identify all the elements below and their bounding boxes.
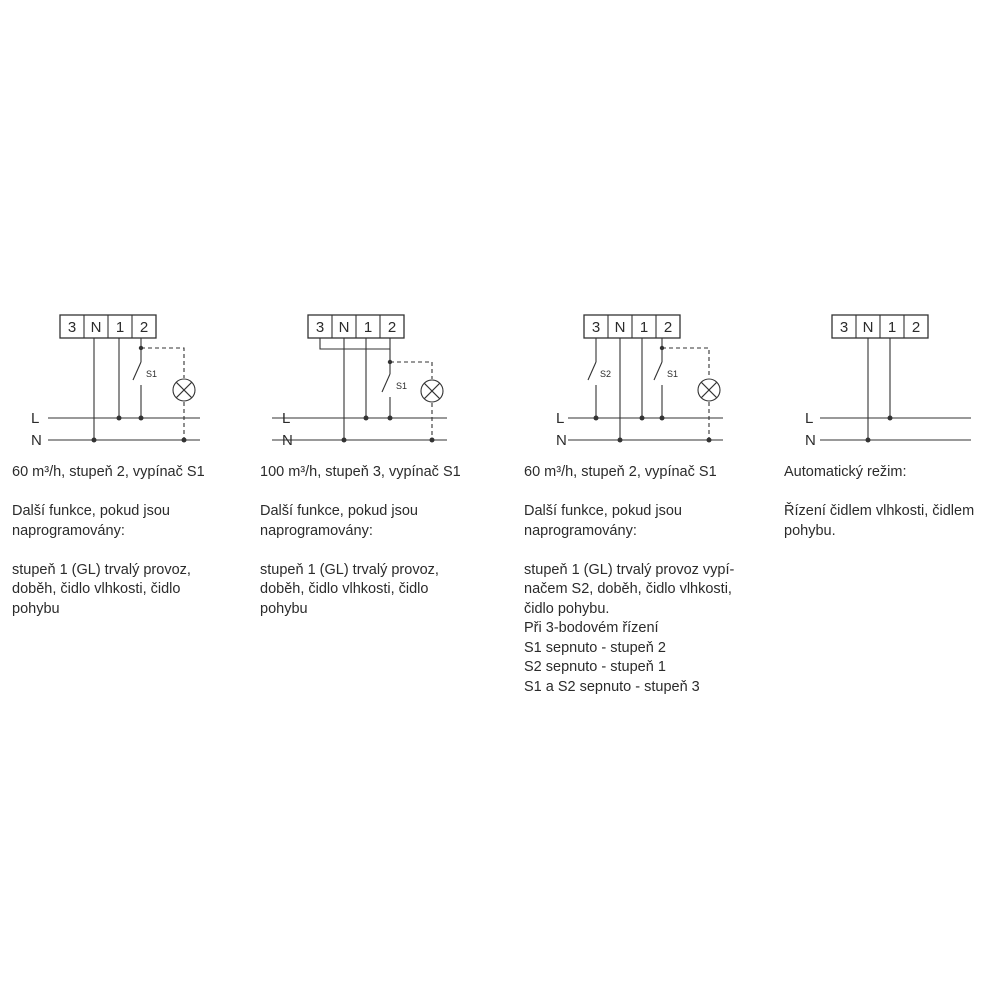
caption-line: Další funkce, pokud jsou [260, 503, 418, 519]
diagram-2-caption [260, 463, 461, 619]
caption-line: naprogramovány: [12, 522, 125, 539]
rail-label-l: L [282, 410, 291, 427]
switch-label-s1: S1 [396, 381, 408, 391]
terminal-label: N [338, 319, 350, 336]
caption-line: stupeň 1 (GL) trvalý provoz vypí- [524, 561, 735, 578]
caption-line: pohybu. [784, 522, 836, 539]
caption-line: stupeň 1 (GL) trvalý provoz, [12, 561, 191, 578]
terminal-label: N [862, 319, 874, 336]
rail-label-l: L [31, 410, 40, 427]
rail-label-n: N [805, 432, 816, 449]
switch-label-s2: S2 [600, 369, 612, 379]
caption-line: S2 sepnuto - stupeň 1 [524, 659, 666, 675]
caption-title: Automatický režim: [784, 464, 907, 480]
caption-line: naprogramovány: [260, 522, 373, 539]
rail-label-n: N [556, 432, 567, 449]
diagram-3-caption [524, 463, 734, 697]
caption-title: 60 m³/h, stupeň 2, vypínač S1 [12, 464, 205, 480]
terminal-label: 2 [387, 319, 397, 336]
switch-s1 [133, 362, 141, 380]
caption-line: Další funkce, pokud jsou [524, 503, 682, 519]
lamp-icon [173, 379, 195, 401]
terminal-label: 1 [887, 319, 897, 336]
caption-line: doběh, čidlo vlhkosti, čidlo [12, 581, 181, 597]
terminal-label: N [90, 319, 102, 336]
caption-line: doběh, čidlo vlhkosti, čidlo [260, 581, 429, 597]
diagram-2-wiring [272, 315, 447, 440]
caption-line: Při 3-bodovém řízení [524, 620, 659, 636]
diagram-4-caption [784, 463, 974, 541]
switch-s1 [382, 374, 390, 392]
switch-s1 [654, 362, 662, 380]
terminal-label: 1 [639, 319, 649, 336]
rail-label-n: N [282, 432, 293, 449]
switch-label-s1: S1 [667, 369, 679, 379]
caption-title: 100 m³/h, stupeň 3, vypínač S1 [260, 464, 461, 480]
caption-line: stupeň 1 (GL) trvalý provoz, [260, 561, 439, 578]
caption-line: naprogramovány: [524, 522, 637, 539]
caption-line: pohybu [12, 600, 60, 617]
caption-line: pohybu [260, 600, 308, 617]
diagram-1-caption [12, 463, 205, 619]
caption-line: načem S2, doběh, čidlo vlhkosti, [524, 581, 732, 597]
terminal-label: 1 [363, 319, 373, 336]
caption-line: S1 a S2 sepnuto - stupeň 3 [524, 678, 700, 695]
terminal-label: N [614, 319, 626, 336]
caption-line: Řízení čidlem vlhkosti, čidlem [784, 503, 975, 519]
terminal-label: 3 [315, 319, 325, 336]
caption-title: 60 m³/h, stupeň 2, vypínač S1 [524, 464, 717, 480]
junction-dots [92, 346, 893, 443]
terminal-label: 3 [67, 319, 77, 336]
terminal-label: 3 [839, 319, 849, 336]
caption-line: čidlo pohybu. [524, 600, 610, 617]
terminal-label: 2 [663, 319, 673, 336]
switch-label-s1: S1 [146, 369, 158, 379]
rail-label-l: L [556, 410, 565, 427]
lamp-icon [421, 380, 443, 402]
caption-line: S1 sepnuto - stupeň 2 [524, 639, 666, 656]
rail-label-n: N [31, 432, 42, 449]
rail-label-l: L [805, 410, 814, 427]
switch-s2 [588, 362, 596, 380]
terminal-label: 1 [115, 319, 125, 336]
terminal-label: 2 [139, 319, 149, 336]
lamp-icon [698, 379, 720, 401]
terminal-label: 2 [911, 319, 921, 336]
caption-line: Další funkce, pokud jsou [12, 503, 170, 519]
terminal-label: 3 [591, 319, 601, 336]
